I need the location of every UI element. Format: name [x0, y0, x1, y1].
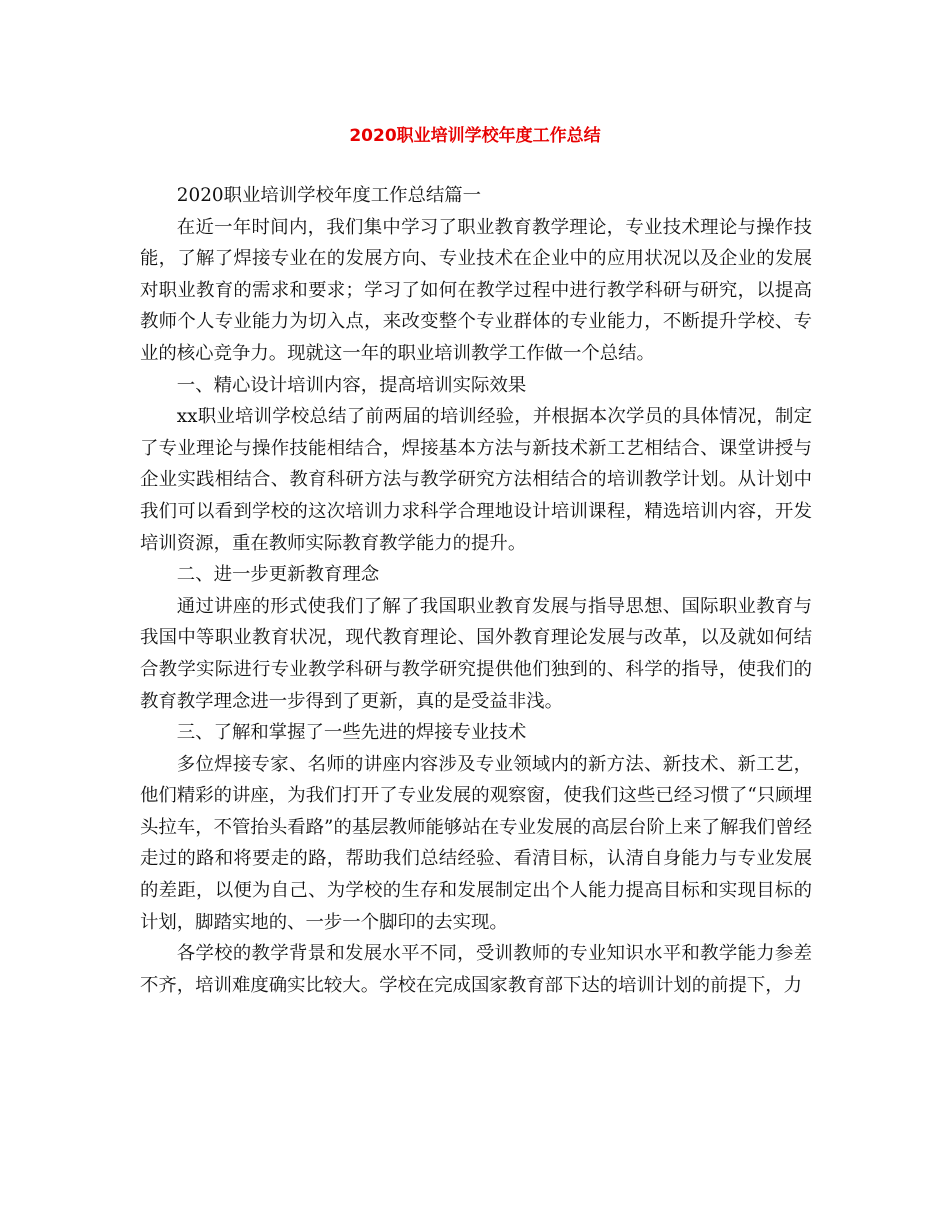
body-paragraph: xx职业培训学校总结了前两届的培训经验，并根据本次学员的具体情况，制定了专业理论与操作技能相结合，焊接基本方法与新技术新工艺相结合、课堂讲授与企业实践相结合、教育科研方法与教学研究方法相结合的培训教学计划。从计划中我们可以看到学校的这次培训力求科学合理地设计培训课程，精选培训内容，开发培训资源，重在教师实际教育教学能力的提升。 [140, 406, 812, 554]
body-paragraph: 在近一年时间内，我们集中学习了职业教育教学理论，专业技术理论与操作技能，了解了焊接专业在的发展方向、专业技术在企业中的应用状况以及企业的发展对职业教育的需求和要求；学习了如何在教学过程中进行教学科研与研究，以提高教师个人专业能力为切入点，来改变整个专业群体的专业能力，不断提升学校、专业的核心竞争力。现就这一年的职业培训教学工作做一个总结。 [140, 216, 812, 364]
body-paragraph: 通过讲座的形式使我们了解了我国职业教育发展与指导思想、国际职业教育与我国中等职业教育状况，现代教育理论、国外教育理论发展与改革，以及就如何结合教学实际进行专业教学科研与教学研究提供他们独到的、科学的指导，使我们的教育教学理念进一步得到了更新，真的是受益非浅。 [140, 595, 812, 712]
document-body [140, 180, 812, 1001]
section-heading: 三、了解和掌握了一些先进的焊接专业技术 [176, 722, 527, 744]
section-heading: 一、精心设计培训内容，提高培训实际效果 [176, 374, 527, 396]
document-title: 2020职业培训学校年度工作总结 [349, 126, 601, 146]
body-paragraph: 多位焊接专家、名师的讲座内容涉及专业领域内的新方法、新技术、新工艺，他们精彩的讲座，为我们打开了专业发展的观察窗，使我们这些已经习惯了“只顾埋头拉车，不管抬头看路”的基层教师能够站在专业发展的高层台阶上来了解我们曾经走过的路和将要走的路，帮助我们总结经验、看清目标，认清自身能力与专业发展的差距，以便为自己、为学校的生存和发展制定出个人能力提高目标和实现目标的计划，脚踏实地的、一步一个脚印的去实现。 [140, 753, 812, 933]
section-heading: 二、进一步更新教育理念 [176, 564, 380, 586]
subtitle-paragraph: 2020职业培训学校年度工作总结篇一 [176, 185, 482, 206]
body-paragraph: 各学校的教学背景和发展水平不同，受训教师的专业知识水平和教学能力参差不齐，培训难度确实比较大。学校在完成国家教育部下达的培训计划的前提下，力 [140, 943, 812, 996]
